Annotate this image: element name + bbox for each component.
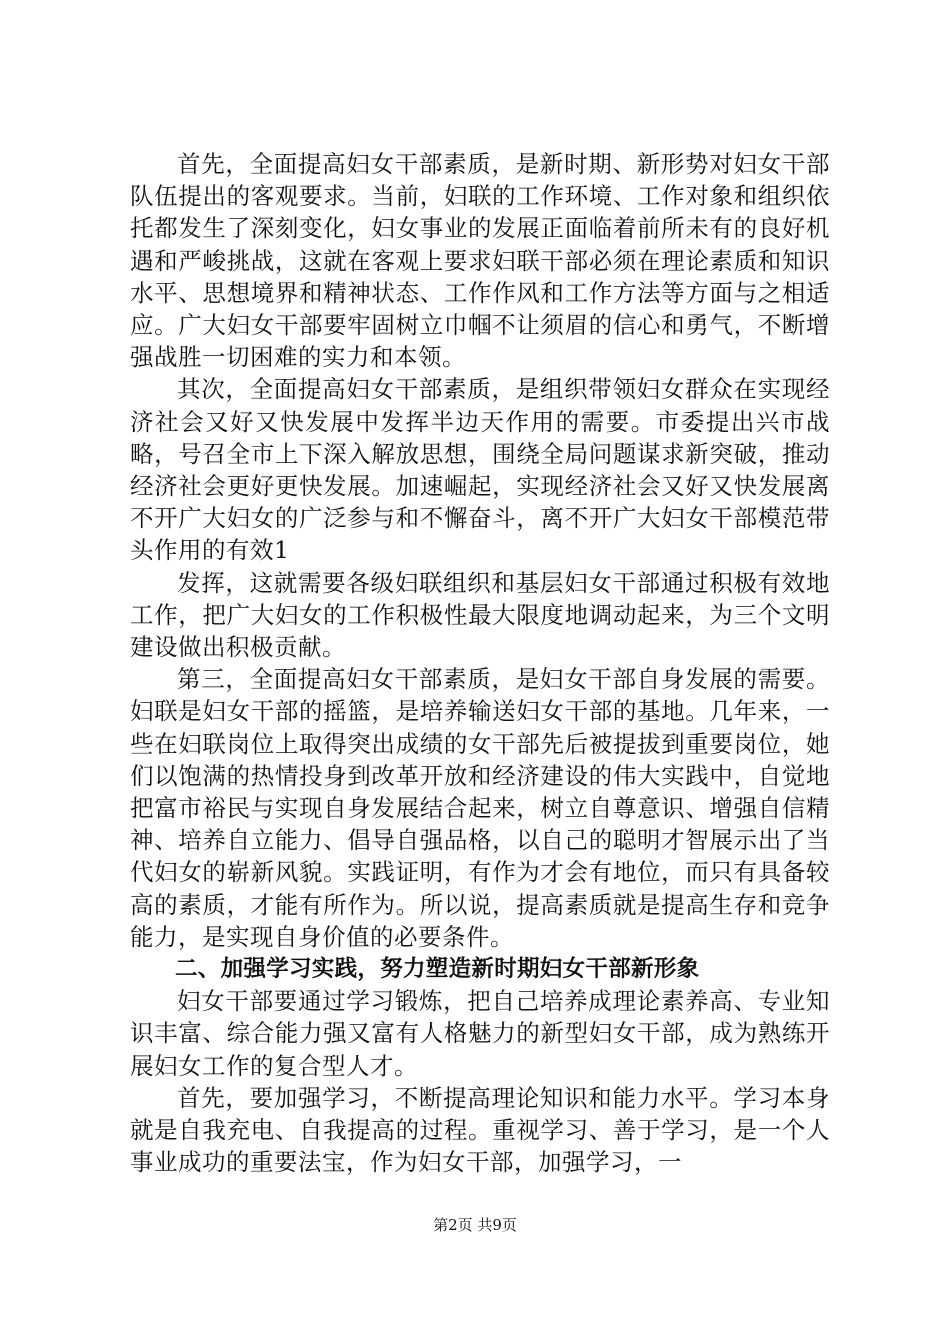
paragraph-1: 首先，全面提高妇女干部素质，是新时期、新形势对妇女干部队伍提出的客观要求。当前，妇联的工作环境、工作对象和组织依托都发生了深刻变化，妇女事业的发展正面临着前所未有的良好机遇和严峻挑战，这就在客观上要求妇联干部必须在理论素质和知识水平、思想境界和精神状态、工作作风和工作方法等方面与之相适应。广大妇女干部要牢固树立巾帼不让须眉的信心和勇气，不断增强战胜一切困难的实力和本领。: [130, 150, 830, 372]
page-number-footer: 第2页 共9页: [433, 1216, 517, 1234]
paragraph-4: 第三，全面提高妇女干部素质，是妇女干部自身发展的需要。妇联是妇女干部的摇篮，是培养输送妇女干部的基地。几年来，一些在妇联岗位上取得突出成绩的女干部先后被提拔到重要岗位，她们以饱满的热情投身到改革开放和经济建设的伟大实践中，自觉地把富市裕民与实现自身发展结合起来，树立自尊意识、增强自信精神、培养自立能力、倡导自强品格，以自己的聪明才智展示出了当代妇女的崭新风貌。实践证明，有作为才会有地位，而只有具备较高的素质，才能有所作为。所以说，提高素质就是提高生存和竞争能力，是实现自身价值的必要条件。: [130, 665, 830, 951]
paragraph-3: 发挥，这就需要各级妇联组织和基层妇女干部通过积极有效地工作，把广大妇女的工作积极性最大限度地调动起来，为三个文明建设做出积极贡献。: [130, 568, 830, 662]
section-heading: 二、加强学习实践，努力塑造新时期妇女干部新形象: [175, 956, 700, 983]
document-body: [130, 148, 830, 1179]
paragraph-2: 其次，全面提高妇女干部素质，是组织带领妇女群众在实现经济社会又好又快发展中发挥半边天作用的需要。市委提出兴市战略，号召全市上下深入解放思想，围绕全局问题谋求新突破，推动经济社会更好更快发展。加速崛起，实现经济社会又好又快发展离不开广大妇女的广泛参与和不懈奋斗，离不开广大妇女干部模范带头作用的有效1: [130, 375, 830, 565]
paragraph-6: 首先，要加强学习，不断提高理论知识和能力水平。学习本身就是自我充电、自我提高的过程。重视学习、善于学习，是一个人事业成功的重要法宝，作为妇女干部，加强学习，一: [130, 1083, 830, 1177]
paragraph-5: 妇女干部要通过学习锻炼，把自己培养成理论素养高、专业知识丰富、综合能力强又富有人格魅力的新型妇女干部，成为熟练开展妇女工作的复合型人才。: [130, 987, 830, 1080]
